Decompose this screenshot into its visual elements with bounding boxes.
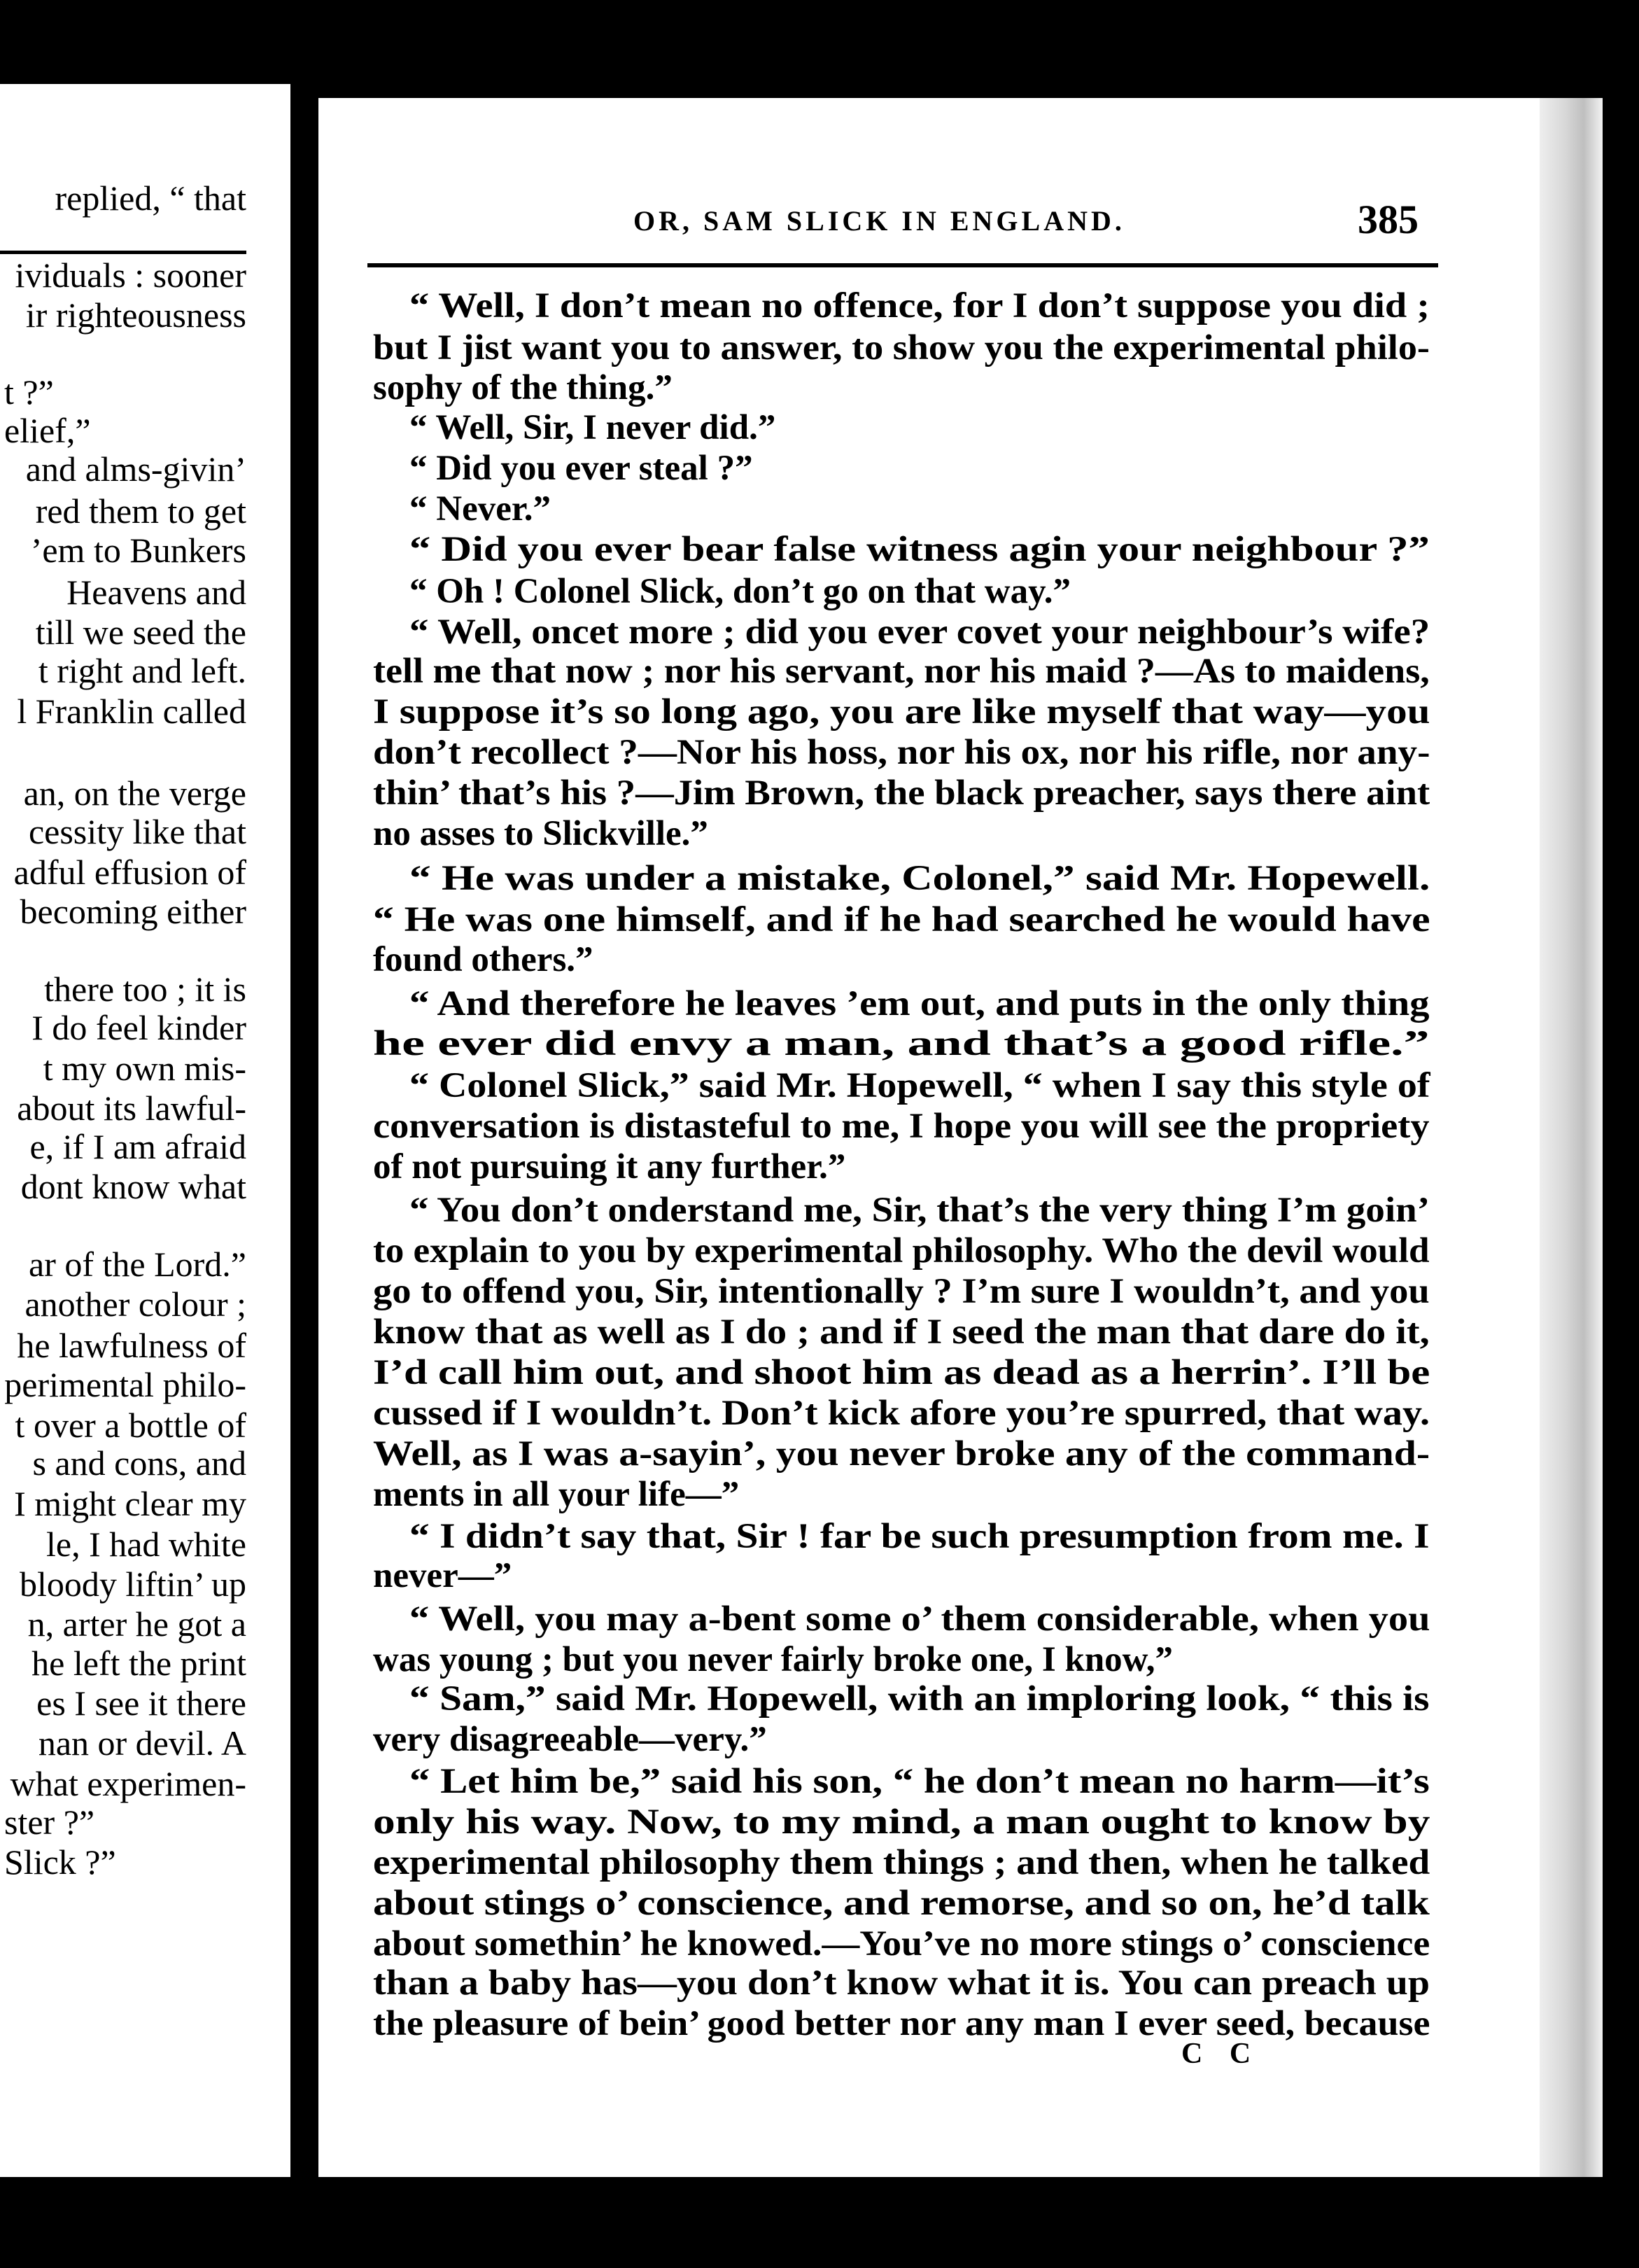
left-page-line: nan or devil. A bbox=[38, 1723, 246, 1763]
text-line: sophy of the thing.” bbox=[373, 368, 673, 407]
left-page-line: there too ; it is bbox=[44, 969, 246, 1009]
left-page-line: till we seed the bbox=[35, 612, 246, 652]
left-page-line: elief,” bbox=[4, 411, 91, 450]
left-page-line: ir righteousness bbox=[25, 295, 246, 335]
text-line: “ He was under a mistake, Colonel,” said Mr. Hopewell. bbox=[409, 859, 1430, 898]
left-page-line: what experimen- bbox=[10, 1764, 246, 1803]
text-line: experimental philosophy them things ; and then, when he talked bbox=[373, 1843, 1430, 1882]
left-page-line: becoming either bbox=[20, 892, 246, 931]
text-line: “ Did you ever bear false witness agin your neighbour ?” bbox=[409, 530, 1430, 569]
left-page-line: another colour ; bbox=[24, 1284, 246, 1324]
left-page-line: l Franklin called bbox=[17, 692, 246, 731]
left-page-line: bloody liftin’ up bbox=[19, 1564, 246, 1604]
book-gutter bbox=[290, 84, 311, 2177]
text-line: about somethin’ he knowed.—You’ve no more stings o’ conscience bbox=[373, 1924, 1430, 1963]
text-line: “ Did you ever steal ?” bbox=[409, 449, 753, 488]
left-page-line: he left the print bbox=[31, 1644, 246, 1683]
signature-mark: C C bbox=[1181, 2038, 1261, 2070]
page-edge-shadow bbox=[1540, 98, 1603, 2177]
text-line: thin’ that’s his ?—Jim Brown, the black preacher, says there aint bbox=[373, 774, 1430, 813]
left-page-header-rule bbox=[0, 251, 246, 254]
left-page-line: about its lawful- bbox=[17, 1088, 246, 1128]
text-line: very disagreeable—very.” bbox=[373, 1720, 767, 1759]
left-page-line: perimental philo- bbox=[4, 1365, 246, 1404]
text-line: conversation is distasteful to me, I hope you will see the propriety bbox=[373, 1107, 1430, 1146]
text-line: only his way. Now, to my mind, a man ought to know by bbox=[373, 1802, 1430, 1842]
text-line: cussed if I wouldn’t. Don’t kick afore you’re spurred, that way. bbox=[373, 1394, 1430, 1433]
left-page-line: I might clear my bbox=[14, 1484, 246, 1523]
left-page-line: an, on the verge bbox=[23, 774, 246, 813]
text-line: of not pursuing it any further.” bbox=[373, 1147, 846, 1186]
text-line: “ Never.” bbox=[409, 489, 551, 528]
left-page-line: Slick ?” bbox=[4, 1842, 116, 1882]
left-page-line: adful effusion of bbox=[13, 853, 246, 892]
left-page-line: ividuals : sooner bbox=[15, 255, 246, 295]
right-page bbox=[318, 98, 1601, 2177]
text-line: the pleasure of bein’ good better nor any man I ever seed, because bbox=[373, 2004, 1430, 2043]
left-page-line: cessity like that bbox=[28, 812, 246, 851]
text-line: but I jist want you to answer, to show you the experimental philo- bbox=[373, 328, 1430, 368]
text-line: “ And therefore he leaves ’em out, and puts in the only thing bbox=[409, 984, 1430, 1023]
running-title: OR, SAM SLICK IN ENGLAND. bbox=[633, 205, 1125, 237]
text-line: “ Sam,” said Mr. Hopewell, with an imploring look, “ this is bbox=[409, 1679, 1430, 1718]
text-line: know that as well as I do ; and if I seed the man that dare do it, bbox=[373, 1312, 1430, 1352]
left-page-line: and alms-givin’ bbox=[25, 449, 246, 489]
text-line: “ Let him be,” said his son, “ he don’t mean no harm—it’s bbox=[409, 1762, 1430, 1801]
text-line: about stings o’ conscience, and remorse, and so on, he’d talk bbox=[373, 1884, 1430, 1923]
left-page-line: es I see it there bbox=[36, 1684, 246, 1723]
left-page-line: dont know what bbox=[20, 1167, 246, 1206]
text-line: never—” bbox=[373, 1556, 512, 1595]
left-page-line: s and cons, and bbox=[32, 1443, 246, 1483]
left-facing-page bbox=[0, 84, 290, 2177]
page-number: 385 bbox=[1358, 197, 1419, 242]
left-page-line: t right and left. bbox=[38, 651, 246, 690]
left-page-line: ster ?” bbox=[4, 1802, 95, 1842]
left-page-line: t my own mis- bbox=[43, 1049, 246, 1088]
left-page-line: t over a bottle of bbox=[15, 1406, 246, 1445]
header-rule bbox=[367, 263, 1438, 267]
text-line: “ Well, you may a-bent some o’ them considerable, when you bbox=[409, 1600, 1430, 1639]
left-page-line: he lawfulness of bbox=[17, 1326, 246, 1365]
left-page-line: red them to get bbox=[35, 491, 246, 531]
text-line: ments in all your life—” bbox=[373, 1475, 740, 1514]
left-page-line: t ?” bbox=[4, 372, 54, 412]
left-page-line: e, if I am afraid bbox=[29, 1127, 246, 1166]
text-line: found others.” bbox=[373, 940, 593, 979]
text-line: was young ; but you never fairly broke one, I know,” bbox=[373, 1640, 1173, 1679]
text-line: “ Well, oncet more ; did you ever covet your neighbour’s wife? bbox=[409, 612, 1430, 652]
left-page-line: ’em to Bunkers bbox=[30, 531, 246, 570]
text-line: Well, as I was a-sayin’, you never broke any of the command- bbox=[373, 1434, 1430, 1474]
text-line: go to offend you, Sir, intentionally ? I’m sure I wouldn’t, and you bbox=[373, 1272, 1430, 1311]
left-page-line: replied, “ that bbox=[55, 178, 246, 218]
text-line: don’t recollect ?—Nor his hoss, nor his ox, nor his rifle, nor any- bbox=[373, 733, 1430, 772]
left-page-line: ar of the Lord.” bbox=[29, 1245, 246, 1284]
text-line: “ Well, I don’t mean no offence, for I don’t suppose you did ; bbox=[409, 286, 1430, 326]
text-line: “ I didn’t say that, Sir ! far be such presumption from me. I bbox=[409, 1517, 1430, 1556]
text-line: “ Well, Sir, I never did.” bbox=[409, 408, 776, 447]
left-page-line: I do feel kinder bbox=[31, 1008, 246, 1047]
left-page-line: Heavens and bbox=[66, 573, 246, 612]
text-line: “ Oh ! Colonel Slick, don’t go on that way.” bbox=[409, 572, 1071, 611]
text-line: “ Colonel Slick,” said Mr. Hopewell, “ when I say this style of bbox=[409, 1066, 1430, 1105]
text-line: he ever did envy a man, and that’s a good rifle.” bbox=[373, 1024, 1430, 1063]
text-line: I’d call him out, and shoot him as dead as a herrin’. I’ll be bbox=[373, 1353, 1430, 1392]
text-line: “ You don’t onderstand me, Sir, that’s the very thing I’m goin’ bbox=[409, 1191, 1430, 1230]
left-page-line: n, arter he got a bbox=[27, 1604, 246, 1644]
text-line: I suppose it’s so long ago, you are like myself that way—you bbox=[373, 692, 1430, 732]
text-line: tell me that now ; nor his servant, nor his maid ?—As to maidens, bbox=[373, 652, 1430, 691]
text-line: “ He was one himself, and if he had searched he would have bbox=[373, 900, 1430, 939]
text-line: no asses to Slickville.” bbox=[373, 814, 708, 853]
left-page-line: le, I had white bbox=[45, 1525, 246, 1564]
text-line: to explain to you by experimental philosophy. Who the devil would bbox=[373, 1231, 1430, 1270]
text-line: than a baby has—you don’t know what it is. You can preach up bbox=[373, 1963, 1430, 2003]
